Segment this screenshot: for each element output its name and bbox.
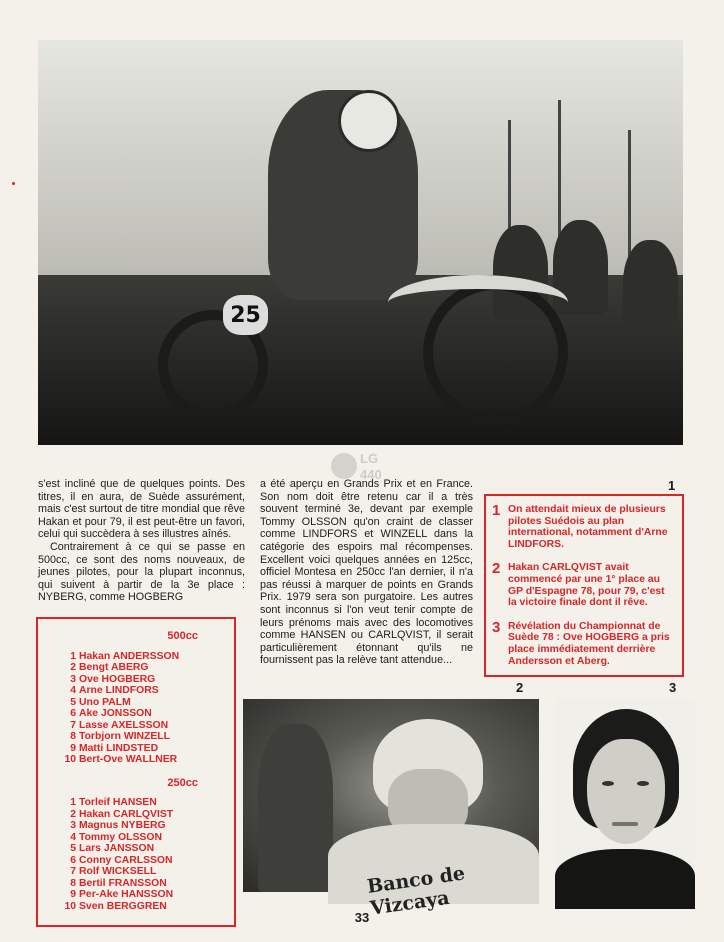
result-name: Bengt ABERG (79, 662, 149, 673)
result-name: Lasse AXELSSON (79, 719, 169, 731)
result-row (60, 901, 226, 913)
photo-number-3: 3 (669, 680, 677, 695)
result-name: Torbjorn WINZELL (79, 731, 170, 742)
result-name: Torleif HANSEN (79, 797, 157, 808)
background-person (258, 724, 333, 892)
photo-number-1: 1 (668, 478, 676, 493)
caption-number: 3 (492, 618, 501, 636)
result-rank: 5 (70, 696, 76, 708)
result-row (60, 866, 226, 878)
result-row (60, 809, 226, 821)
result-rank: 10 (64, 754, 76, 765)
result-row (60, 832, 226, 844)
result-row (60, 754, 226, 766)
result-rank: 3 (70, 820, 76, 831)
result-name: Rolf WICKSELL (79, 866, 157, 877)
result-name: Bertil FRANSSON (79, 877, 167, 889)
caption-text: Révélation du Championnat de Suède 78 : Ove HOGBERG a pris place immédiatement derrière Andersson et Aberg. (508, 620, 670, 667)
result-row (60, 843, 226, 855)
result-rank: 9 (70, 742, 76, 754)
result-rank: 1 (70, 797, 76, 808)
result-row (60, 708, 226, 720)
result-rank: 7 (70, 866, 76, 877)
page-number: 33 (354, 910, 370, 925)
margin-mark (12, 182, 15, 185)
result-rank: 4 (70, 685, 76, 696)
result-name: Bert-Ove WALLNER (79, 754, 178, 765)
spectator (623, 240, 678, 335)
eye (602, 781, 614, 786)
result-name: Arne LINDFORS (79, 685, 159, 696)
result-rank: 2 (70, 808, 76, 820)
result-row (60, 720, 226, 732)
result-rank: 8 (70, 731, 76, 742)
hero-motocross-photo (38, 40, 683, 445)
result-rank: 8 (70, 877, 76, 889)
class-heading-250cc: 250cc (167, 776, 198, 789)
result-name: Matti LINDSTED (79, 742, 159, 754)
result-name: Tommy OLSSON (79, 831, 162, 843)
result-row (60, 697, 226, 709)
caption-number: 2 (492, 560, 501, 578)
result-name: Hakan CARLQVIST (79, 808, 174, 820)
result-rank: 4 (70, 831, 76, 843)
result-name: Per-Ake HANSSON (79, 889, 174, 900)
results-list-500cc (46, 651, 226, 766)
result-rank: 9 (70, 889, 76, 900)
photo-number-2: 2 (516, 680, 524, 695)
front-fender (388, 275, 568, 330)
result-name: Magnus NYBERG (79, 820, 166, 831)
result-name: Conny CARLSSON (79, 854, 173, 866)
result-row (60, 685, 226, 697)
result-row (60, 878, 226, 890)
number-plate: 25 (223, 295, 268, 335)
result-row (60, 820, 226, 832)
result-rank: 6 (70, 854, 76, 866)
result-row (60, 855, 226, 867)
eye (637, 781, 649, 786)
mouth (612, 822, 638, 826)
article-column-1 (38, 478, 245, 604)
svg-text:440: 440 (360, 467, 382, 482)
result-row (60, 674, 226, 686)
jersey-text: Banco de Vizcaya (365, 862, 467, 920)
result-name: Uno PALM (79, 696, 131, 708)
result-row (60, 651, 226, 663)
caption-number: 1 (492, 502, 501, 519)
result-rank: 2 (70, 662, 76, 673)
result-name: Lars JANSSON (79, 843, 155, 854)
shoulders (555, 849, 695, 909)
caption-text: On attendait mieux de plusieurs pilotes Suédois au plan international, notamment d'Arne LINDFORS. (508, 504, 668, 550)
result-name: Hakan ANDERSSON (79, 650, 180, 662)
class-heading-500cc: 500cc (167, 630, 198, 642)
result-name: Ake JONSSON (79, 708, 152, 719)
article-column-2 (260, 478, 473, 667)
caption-item (492, 504, 676, 550)
photo-headshot (555, 699, 695, 892)
helmet (338, 90, 400, 152)
caption-item (492, 618, 676, 667)
result-row (60, 731, 226, 743)
result-rank: 5 (70, 843, 76, 854)
result-name: Sven BERGGREN (79, 900, 167, 912)
article-paragraph: s'est incliné que de quelques points. Des titres, il en aura, de Suède assurément, mais c'est surtout de titre mondial que rêve Hakan et pour 79, il est peut-être un favori, celui qui succèdera à ses illustres aînés. (38, 478, 245, 541)
result-row (60, 743, 226, 755)
captions-box (484, 494, 684, 677)
results-box (36, 617, 236, 927)
article-paragraph: a été aperçu en Grands Prix et en France. Son nom doit être retenu car il a très souvent terminé 3e, devant par exemple Tommy OLSSON qu'on craint de classer comme LINDFORS et WINZELL dans la catégorie des espoirs mal récompenses. Excellent voici quelques années en 125cc, officiel Montesa en 250cc l'an dernier, il n'a pas réussi à marquer de points en Grands Prix. 1979 sera son purgatoire. Les autres sont inconnus si l'on veut tenir compte de leurs prénoms mais avec des locomotives comme HANSEN ou CARLQVIST, il serait particulièrement étonnant qu'ils ne fournissent pas la relève tant attendue... (260, 478, 473, 667)
face (587, 739, 665, 844)
result-name: Ove HOGBERG (79, 673, 156, 685)
result-rank: 6 (70, 708, 76, 719)
article-paragraph: Contrairement à ce qui se passe en 500cc, ce sont des noms nouveaux, de jeunes pilotes, pour la plupart inconnus, qui suivent à partir de la 3e place : NYBERG, comme HOGBERG (38, 540, 245, 604)
result-rank: 3 (70, 673, 76, 685)
caption-item (492, 562, 676, 608)
result-row (60, 797, 226, 809)
result-row (60, 662, 226, 674)
result-row (60, 889, 226, 901)
watermark-text: LG (360, 451, 379, 466)
results-list-250cc (46, 797, 226, 912)
result-rank: 7 (70, 719, 76, 731)
caption-text: Hakan CARLQVIST avait commencé par une 1° place au GP d'Espagne 78, pour 79, c'est la victoire finale dont il rêve. (508, 562, 665, 609)
result-rank: 10 (64, 900, 76, 912)
result-rank: 1 (70, 650, 76, 662)
